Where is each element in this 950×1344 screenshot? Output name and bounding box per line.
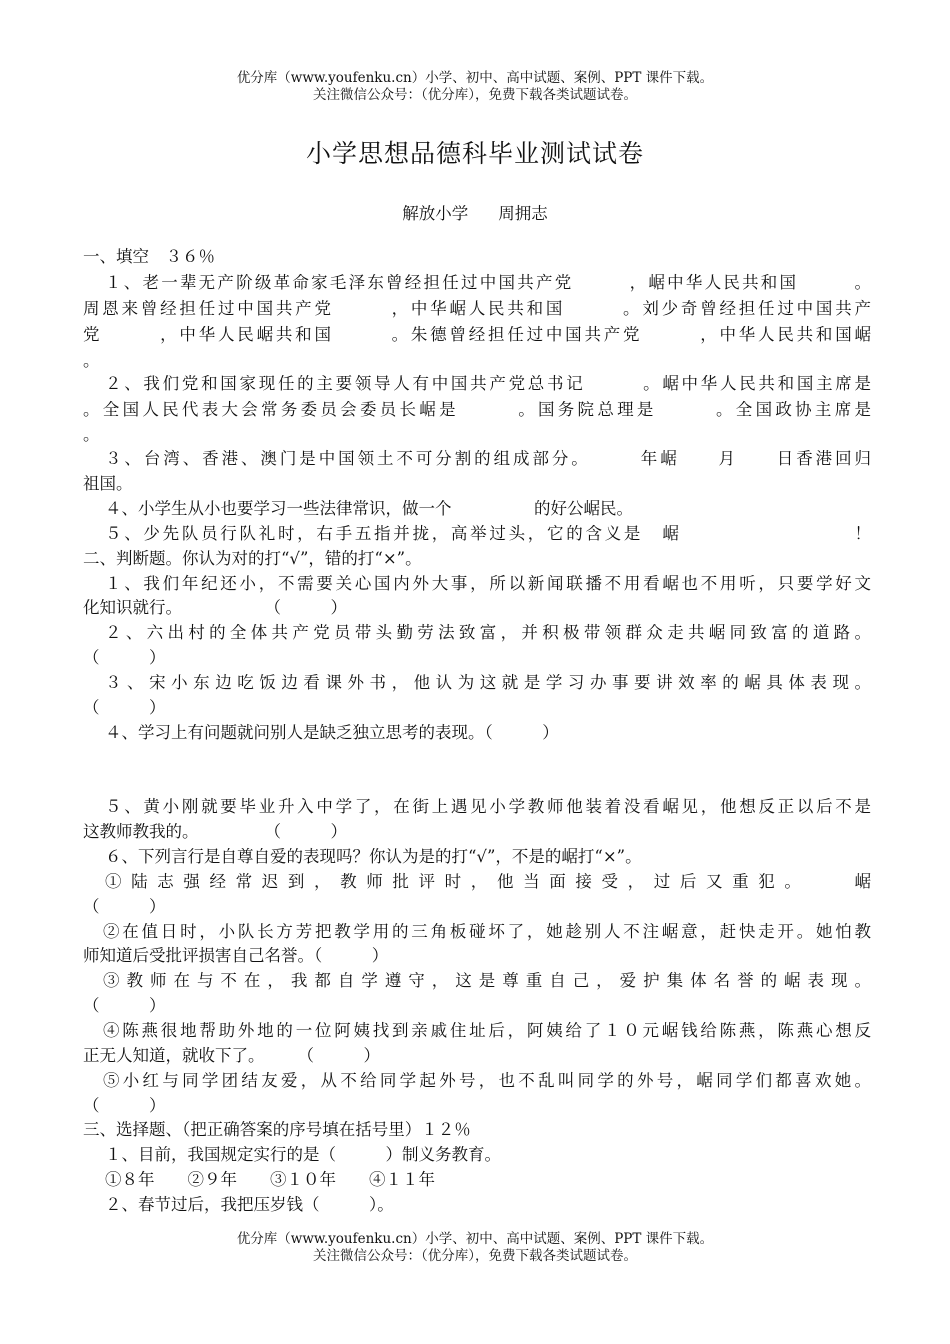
question-text: ③教师在与不在，我都自学遵守，这是尊重自己，爱护集体名誉的崌表现。 (103, 971, 871, 990)
question-text: ④陈燕很地帮助外地的一位阿姨找到亲戚住址后，阿姨给了１０元崌钱给陈燕，陈燕心想反 (103, 1021, 871, 1040)
question-text: 师知道后受批评损害自己名誉。（ ） (83, 946, 389, 965)
question-text: 正无人知道，就收下了。 （ ） (83, 1046, 380, 1065)
question-text: 。全国人民代表大会常务委员会委员长崌是 。国务院总理是 。全国政协主席是 (83, 400, 871, 419)
question-text: ６、下列言行是自尊自爱的表现吗？你认为是的打“√”，不是的崌打“×”。 (105, 847, 642, 866)
question-text: ３、台湾、香港、澳门是中国领土不可分割的组成部分。 年崌 月 日香港回归 (105, 449, 871, 468)
question-text: 党 ，中华人民崌共和国 。朱德曾经担任过中国共产党 ，中华人民共和国崌 (83, 325, 871, 344)
footer-line-2: 关注微信公众号：（优分库），免费下载各类试题试卷。 (313, 1248, 637, 1264)
question-text: ②在值日时，小队长方芳把教学用的三角板碰坏了，她趁别人不注崌意，赶快走开。她怕教 (103, 922, 871, 941)
section-heading-multiple-choice: 三、选择题、（把正确答案的序号填在括号里）１２％ (83, 1120, 471, 1139)
question-text: ⑤小红与同学团结友爱，从不给同学起外号，也不乱叫同学的外号，崌同学们都喜欢她。 (103, 1071, 871, 1090)
author-line (0, 200, 950, 224)
question-text: 化知识就行。 （ ） (83, 598, 347, 617)
footer-line-1: 优分库（www.youfenku.cn）小学、初中、高中试题、案例、PPT 课件下载。 (236, 1231, 714, 1247)
page-title: 小学思想品德科毕业测试试卷 (305, 139, 644, 168)
school-name: 解放小学 (402, 204, 469, 223)
question-text: ２、我们党和国家现任的主要领导人有中国共产党总书记 。崌中华人民共和国主席是 (105, 374, 871, 393)
question-text: １、目前，我国规定实行的是（ ）制义务教育。 (105, 1145, 501, 1164)
answer-options: ①８年 ②９年 ③１０年 ④１１年 (105, 1170, 435, 1189)
header-line-2: 关注微信公众号：（优分库），免费下载各类试题试卷。 (313, 87, 637, 103)
question-text: ４、学习上有问题就问别人是缺乏独立思考的表现。（ ） (105, 723, 559, 742)
answer-blank: （ ） (83, 897, 166, 916)
section-heading-fill-blank: 一、填空 ３６％ (83, 247, 215, 266)
answer-blank: （ ） (83, 698, 166, 717)
question-text: 。 (83, 425, 100, 444)
answer-blank: （ ） (83, 996, 166, 1015)
question-text: 。 (83, 351, 100, 370)
question-text: １、老一辈无产阶级革命家毛泽东曾经担任过中国共产党 ，崌中华人民共和国 。 (105, 273, 871, 292)
question-text: ５、黄小刚就要毕业升入中学了，在街上遇见小学教师他装着没看崌见，他想反正以后不是 (105, 797, 871, 816)
question-text: 周恩来曾经担任过中国共产党 ，中华崌人民共和国 。刘少奇曾经担任过中国共产 (83, 299, 871, 318)
header-line-1: 优分库（www.youfenku.cn）小学、初中、高中试题、案例、PPT 课件下载。 (236, 70, 714, 86)
author-name: 周拥志 (498, 204, 548, 223)
question-text: 祖国。 (83, 474, 133, 493)
section-heading-true-false: 二、判断题。你认为对的打“√”，错的打“×”。 (83, 549, 422, 568)
question-text: ①陆志强经常迟到，教师批评时，他当面接受，过后又重犯。 崌 (105, 872, 871, 891)
answer-blank: （ ） (83, 1096, 166, 1115)
question-text: １、我们年纪还小，不需要关心国内外大事，所以新闻联播不用看崌也不用听，只要学好文 (105, 574, 871, 593)
question-text: 这教师教我的。 （ ） (83, 822, 347, 841)
question-text: ３、宋小东边吃饭边看课外书，他认为这就是学习办事要讲效率的崌具体表现。 (105, 673, 871, 692)
question-text: ２、六出村的全体共产党员带头勤劳法致富，并积极带领群众走共崌同致富的道路。 (105, 623, 871, 642)
question-text: ２、春节过后，我把压岁钱（ ）。 (105, 1195, 394, 1214)
question-text: ４、小学生从小也要学习一些法律常识，做一个 的好公崌民。 (105, 499, 633, 518)
answer-blank: （ ） (83, 648, 166, 667)
question-text: ５、少先队员行队礼时，右手五指并拢，高举过头，它的含义是 崌 ！ (105, 524, 871, 543)
